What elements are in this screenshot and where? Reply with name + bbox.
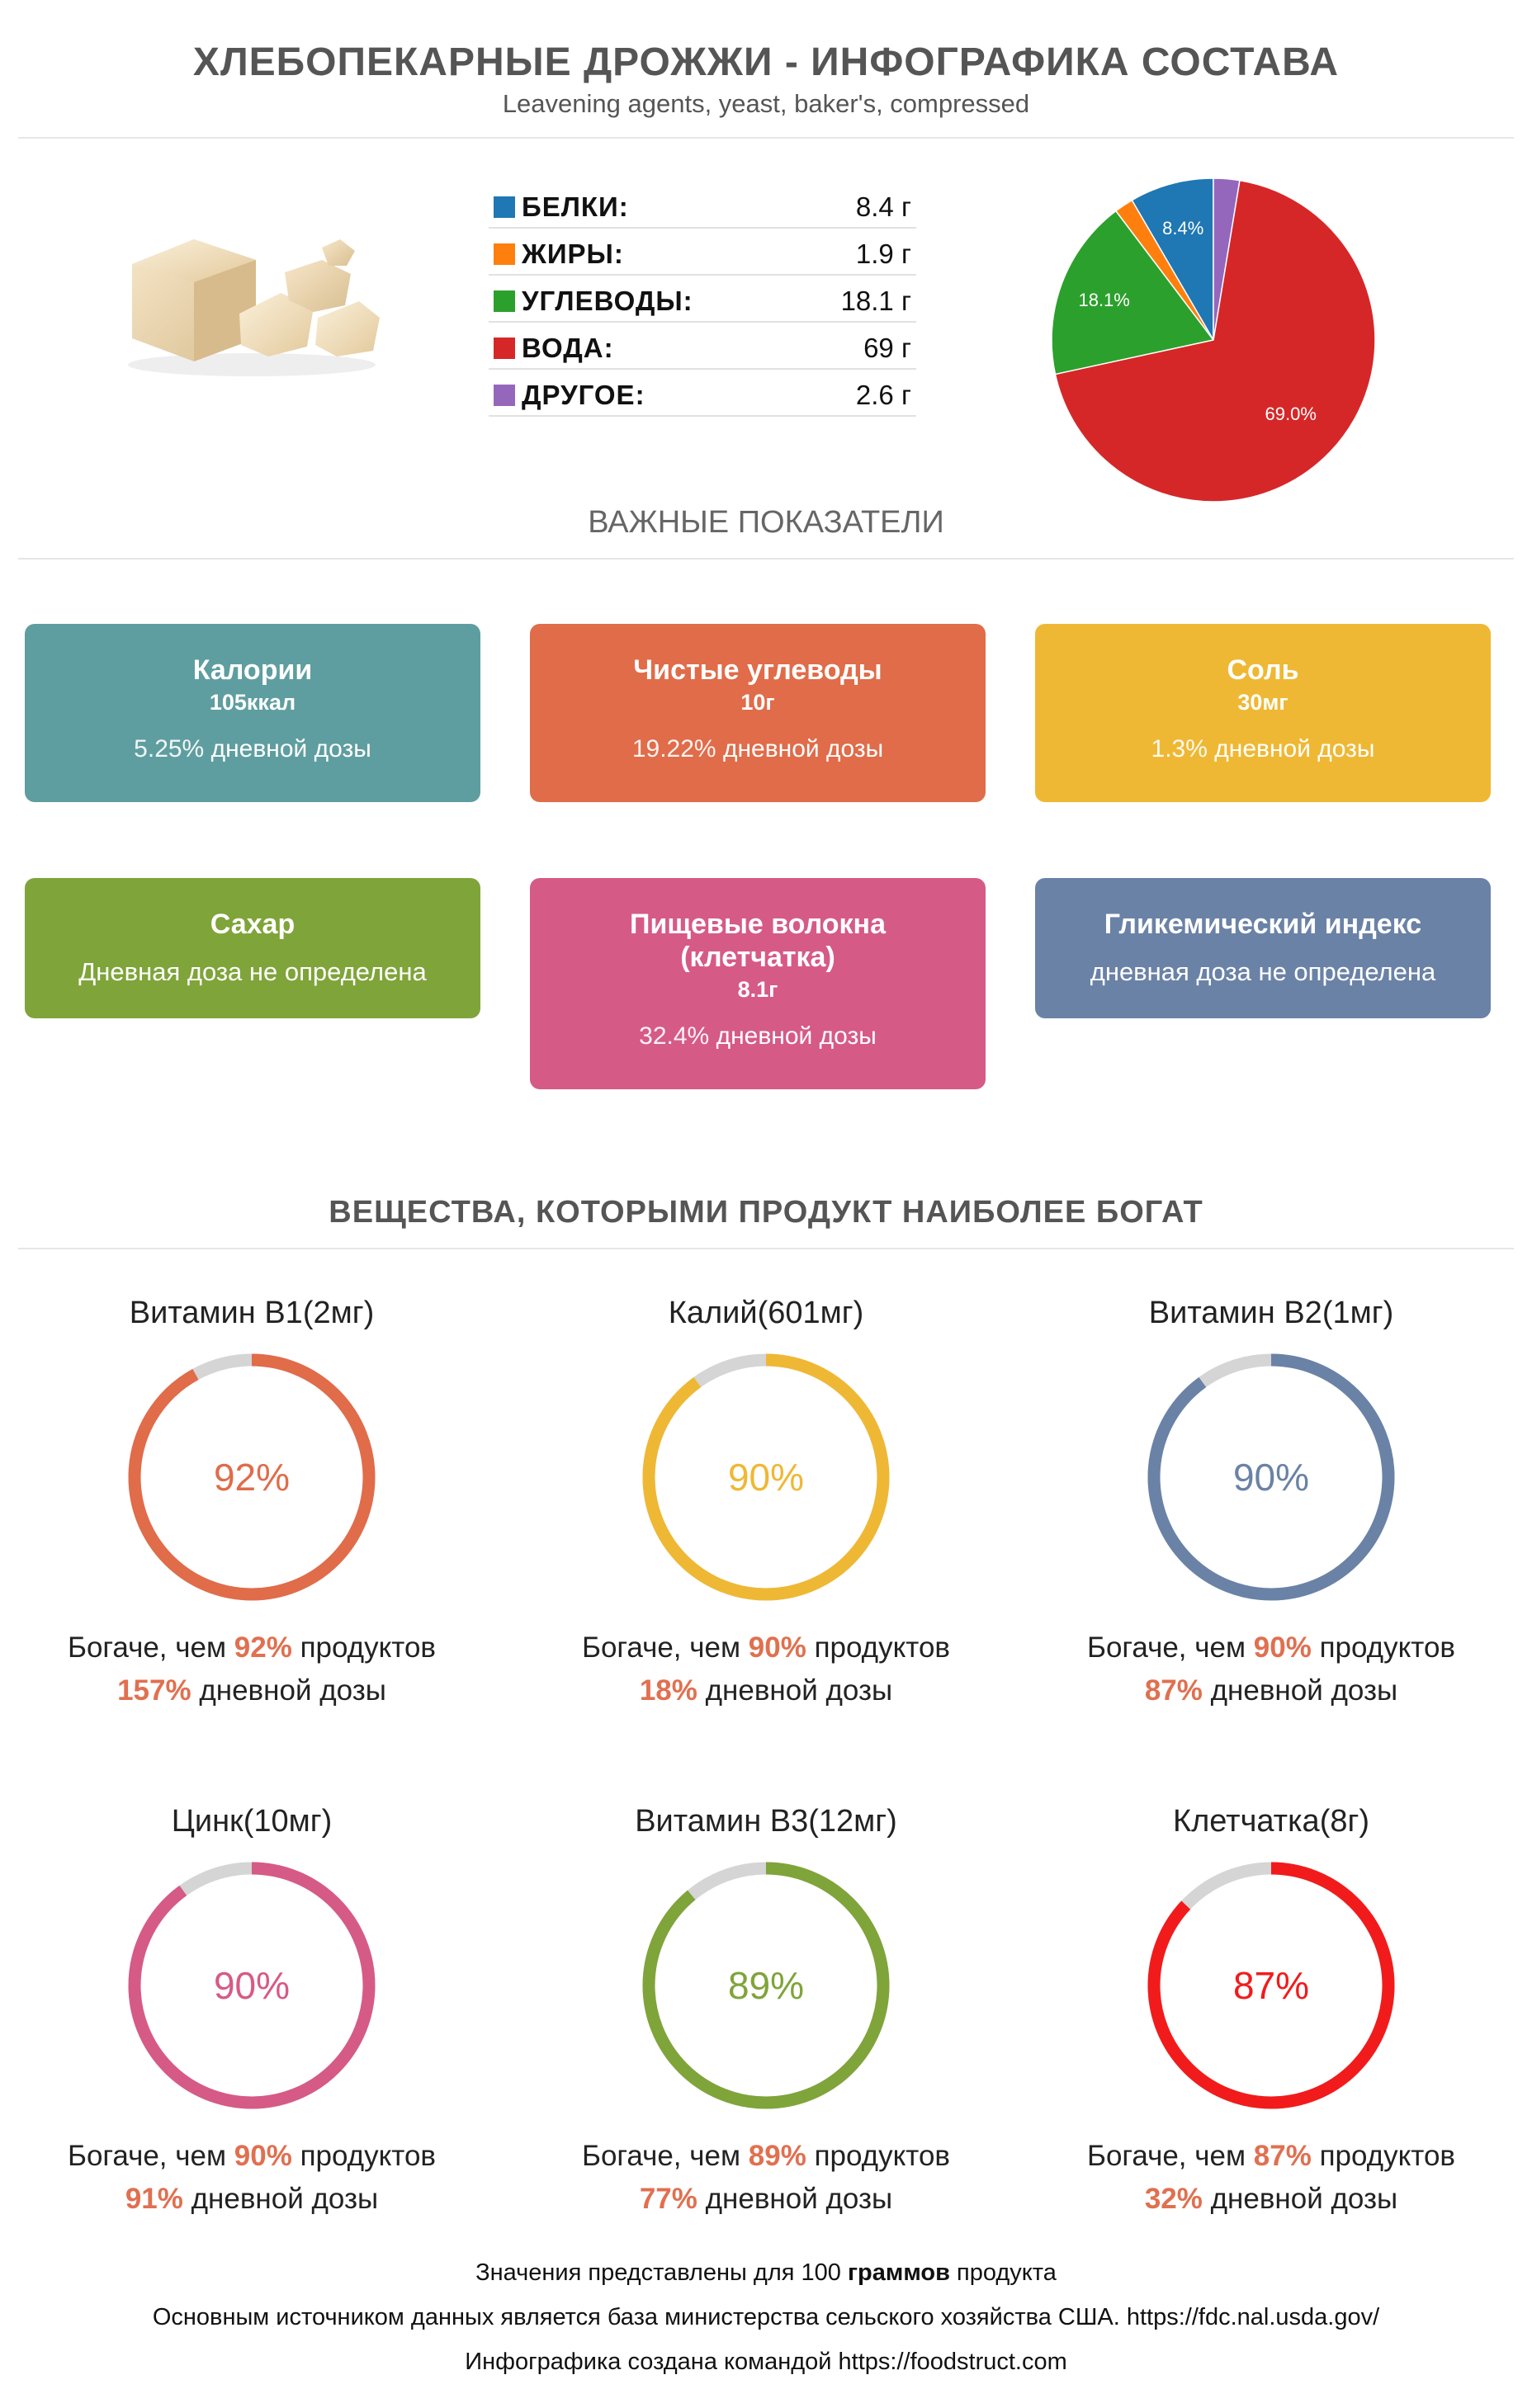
nutrient-ring bbox=[1143, 1349, 1399, 1605]
card-value: 30мг bbox=[1237, 690, 1288, 715]
nutrient-vitamin-b1 bbox=[21, 1296, 483, 1712]
card-fiber bbox=[530, 878, 986, 1089]
richer-than: Богаче, чем 92% продуктов bbox=[67, 1631, 437, 1664]
card-title: Калории bbox=[192, 654, 313, 686]
card-value: 105ккал bbox=[209, 690, 296, 715]
richer-than: Богаче, чем 90% продуктов bbox=[1086, 1631, 1456, 1664]
card-value: 8.1г bbox=[737, 977, 778, 1002]
composition-table bbox=[489, 182, 916, 417]
card-value: 10г bbox=[740, 690, 775, 715]
rich-nutrients-title: ВЕЩЕСТВА, КОТОРЫМИ ПРОДУКТ НАИБОЛЕЕ БОГАТ bbox=[329, 1195, 1203, 1230]
richer-than: Богаче, чем 89% продуктов bbox=[581, 2140, 951, 2172]
card-daily-value: 19.22% дневной дозы bbox=[631, 735, 884, 763]
card-title: Чистые углеводы bbox=[633, 654, 882, 686]
pie-slice-label: 8.4% bbox=[1162, 217, 1204, 238]
water-swatch bbox=[494, 338, 515, 359]
ring-percent-label: 87% bbox=[1232, 1964, 1310, 2007]
card-calories bbox=[25, 624, 480, 802]
composition-value: 18.1 г bbox=[840, 286, 911, 316]
nutrient-vitamin-b3 bbox=[535, 1804, 997, 2221]
card-title: Сахар bbox=[210, 909, 296, 940]
ring-percent-label: 92% bbox=[213, 1456, 291, 1499]
card-title: Пищевые волокна (клетчатка) bbox=[630, 909, 886, 973]
composition-value: 8.4 г bbox=[855, 191, 911, 222]
footer-source: Основным источником данных является база министерства сельского хозяйства США. https://fdc.nal.usda.gov/ bbox=[152, 2304, 1380, 2330]
nutrient-title: Витамин B2(1мг) bbox=[1148, 1296, 1394, 1330]
composition-label: ЖИРЫ: bbox=[522, 238, 624, 269]
composition-label: УГЛЕВОДЫ: bbox=[522, 286, 693, 316]
daily-value: 18% дневной дозы bbox=[639, 1674, 893, 1707]
nutrient-ring bbox=[1143, 1858, 1399, 2113]
card-glycemic-index bbox=[1035, 878, 1491, 1018]
ring-percent-label: 90% bbox=[727, 1456, 805, 1499]
card-net-carbs bbox=[530, 624, 986, 802]
indicators-divider bbox=[18, 558, 1514, 560]
card-salt bbox=[1035, 624, 1491, 802]
richer-than: Богаче, чем 90% продуктов bbox=[581, 1631, 951, 1664]
pie-slice-label: 69.0% bbox=[1265, 404, 1317, 425]
indicators-title: ВАЖНЫЕ ПОКАЗАТЕЛИ bbox=[588, 505, 944, 540]
nutrient-potassium bbox=[535, 1296, 997, 1712]
composition-label: ВОДА: bbox=[522, 333, 614, 363]
nutrient-title: Витамин B3(12мг) bbox=[635, 1804, 897, 1839]
composition-row-other bbox=[489, 370, 916, 417]
composition-value: 69 г bbox=[863, 333, 911, 363]
yeast-image bbox=[116, 215, 388, 380]
card-daily-value: 1.3% дневной дозы bbox=[1151, 735, 1375, 763]
composition-value: 1.9 г bbox=[855, 238, 911, 269]
composition-row-carbs bbox=[489, 276, 916, 323]
card-note: дневная доза не определена bbox=[1090, 957, 1436, 986]
card-daily-value: 5.25% дневной дозы bbox=[134, 735, 371, 763]
nutrient-ring bbox=[124, 1858, 380, 2113]
carbs-swatch bbox=[494, 290, 515, 312]
composition-label: БЕЛКИ: bbox=[522, 191, 629, 222]
daily-value: 91% дневной дозы bbox=[125, 2183, 379, 2215]
card-daily-value: 32.4% дневной дозы bbox=[639, 1022, 877, 1050]
nutrient-ring bbox=[638, 1349, 894, 1605]
nutrient-ring bbox=[124, 1349, 380, 1605]
nutrient-title: Калий(601мг) bbox=[668, 1296, 864, 1330]
nutrient-zinc bbox=[21, 1804, 483, 2221]
nutrient-title: Цинк(10мг) bbox=[171, 1804, 333, 1839]
ring-percent-label: 90% bbox=[213, 1964, 291, 2007]
card-title: Гликемический индекс bbox=[1104, 909, 1422, 940]
page-title: ХЛЕБОПЕКАРНЫЕ ДРОЖЖИ - ИНФОГРАФИКА СОСТАВА bbox=[192, 40, 1340, 84]
card-note: Дневная доза не определена bbox=[78, 957, 427, 986]
daily-value: 157% дневной дозы bbox=[117, 1674, 386, 1707]
ring-percent-label: 89% bbox=[727, 1964, 805, 2007]
fat-swatch bbox=[494, 243, 515, 265]
protein-swatch bbox=[494, 196, 515, 218]
composition-value: 2.6 г bbox=[855, 380, 911, 410]
footer-serving-note: Значения представлены для 100 граммов продукта bbox=[475, 2259, 1057, 2286]
richer-than: Богаче, чем 90% продуктов bbox=[67, 2140, 437, 2172]
rich-divider bbox=[18, 1248, 1514, 1249]
composition-label: ДРУГОЕ: bbox=[522, 380, 645, 410]
nutrient-title: Клетчатка(8г) bbox=[1173, 1804, 1369, 1839]
ring-percent-label: 90% bbox=[1232, 1456, 1310, 1499]
richer-than: Богаче, чем 87% продуктов bbox=[1086, 2140, 1456, 2172]
nutrient-title: Витамин B1(2мг) bbox=[129, 1296, 375, 1330]
nutrient-ring bbox=[638, 1858, 894, 2113]
daily-value: 87% дневной дозы bbox=[1144, 1674, 1398, 1707]
card-title: Соль bbox=[1227, 654, 1299, 686]
daily-value: 77% дневной дозы bbox=[639, 2183, 893, 2215]
header-divider bbox=[18, 137, 1514, 139]
nutrient-vitamin-b2 bbox=[1040, 1296, 1502, 1712]
composition-row-water bbox=[489, 323, 916, 370]
pie-slice-label: 18.1% bbox=[1078, 289, 1130, 310]
card-sugar bbox=[25, 878, 480, 1018]
composition-pie-chart bbox=[1048, 175, 1378, 505]
footer-credit: Инфографика создана командой https://foodstruct.com bbox=[465, 2349, 1067, 2375]
composition-row-protein bbox=[489, 182, 916, 229]
page-subtitle: Leavening agents, yeast, baker's, compressed bbox=[502, 89, 1030, 118]
nutrient-fiber bbox=[1040, 1804, 1502, 2221]
composition-row-fat bbox=[489, 229, 916, 276]
daily-value: 32% дневной дозы bbox=[1144, 2183, 1398, 2215]
other-swatch bbox=[494, 385, 515, 406]
